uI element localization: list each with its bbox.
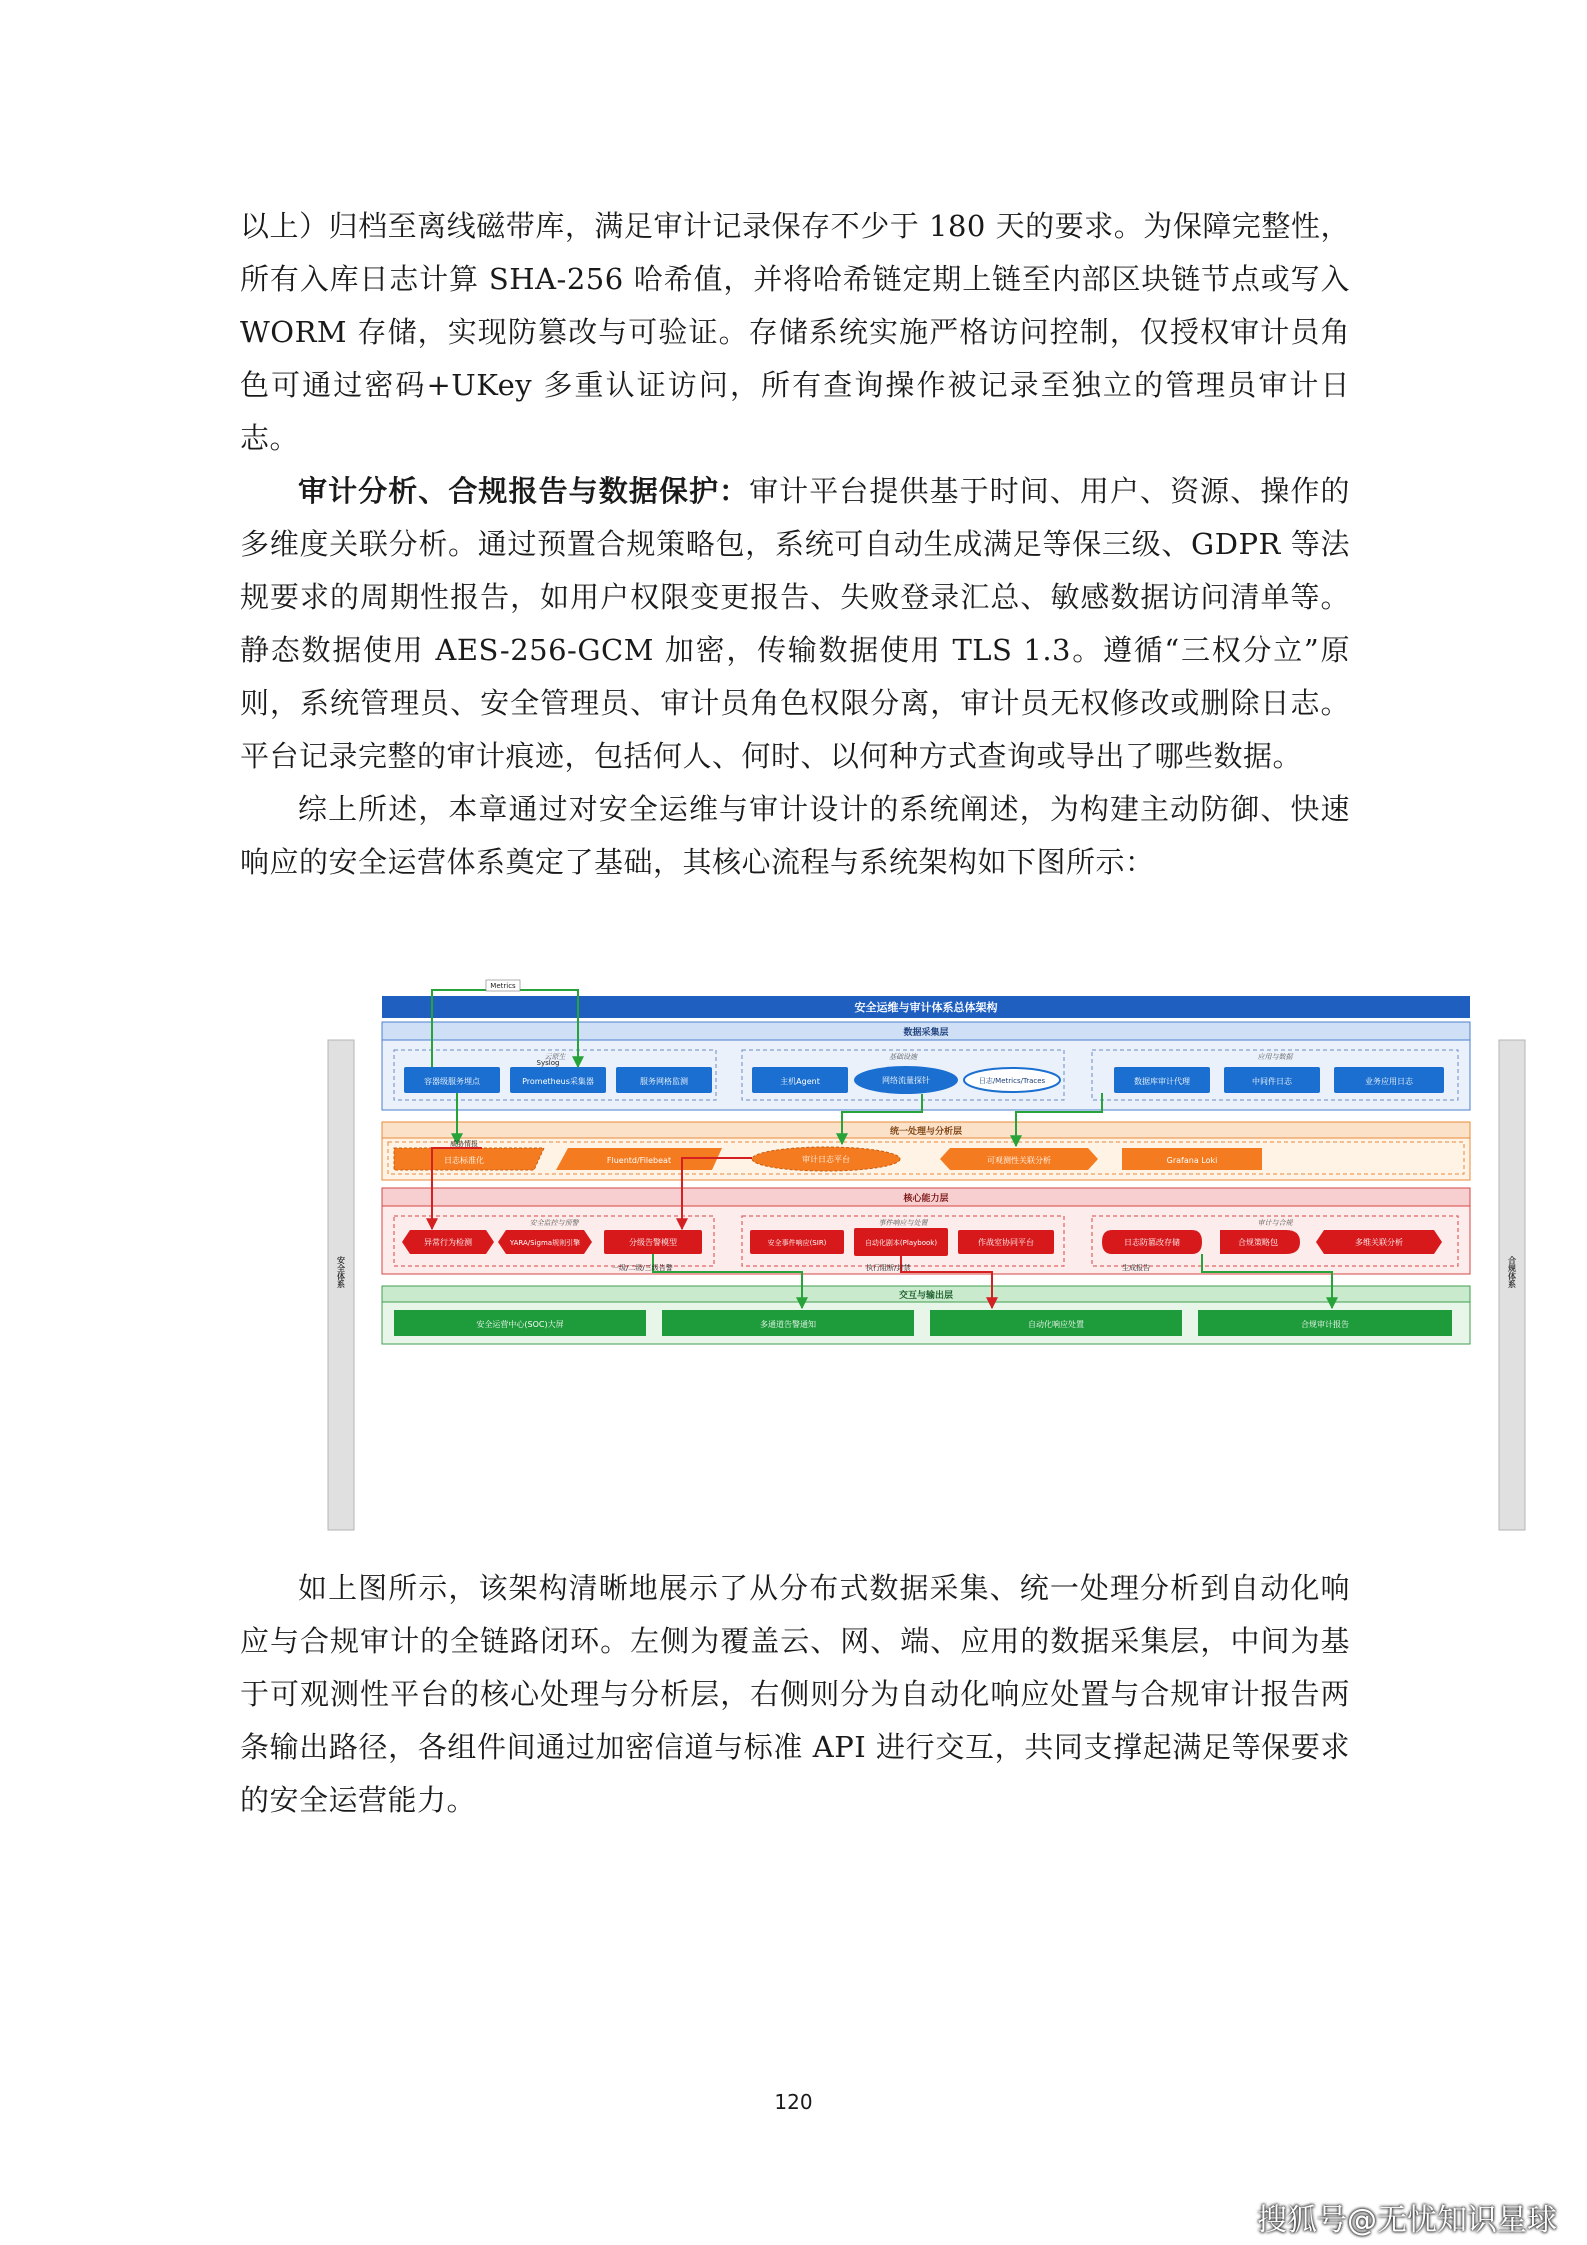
group-label-monitoring: 安全监控与预警 <box>529 1219 579 1227</box>
core-layer-title: 核心能力层 <box>903 1194 949 1204</box>
node-middleware-log-label: 中间件日志 <box>1252 1077 1292 1086</box>
node-incident-response-label: 安全事件响应(SIR) <box>767 1239 827 1247</box>
paragraph-summary: 综上所述，本章通过对安全运维与审计设计的系统阐述，为构建主动防御、快速响应的安全运营体系奠定了基础，其核心流程与系统架构如下图所示： <box>240 792 1350 879</box>
node-playbook-label: 自动化剧本(Playbook) <box>864 1239 938 1247</box>
node-service-mesh-label: 服务网格监测 <box>640 1077 688 1086</box>
node-container-tracing-label: 容器级服务埋点 <box>424 1077 480 1086</box>
group-label-compliance: 审计与合规 <box>1257 1219 1293 1227</box>
generate-report-label: 生成报告 <box>1122 1264 1150 1272</box>
node-auto-response-label: 自动化响应处置 <box>1028 1320 1084 1329</box>
node-observability-analysis-label: 可观测性关联分析 <box>987 1156 1051 1165</box>
collection-layer-title: 数据采集层 <box>903 1028 949 1038</box>
node-anomaly-detection-label: 异常行为检测 <box>424 1238 472 1247</box>
node-business-log-label: 业务应用日志 <box>1365 1077 1413 1086</box>
node-compliance-pack-label: 合规策略包 <box>1238 1238 1278 1247</box>
group-label-cloud: 云原生 <box>544 1053 566 1061</box>
node-traffic-probe-label: 网络流量探针 <box>882 1076 930 1085</box>
architecture-diagram <box>322 972 1532 1544</box>
body-text-upper <box>240 200 1350 889</box>
node-correlation-analysis-label: 多维关联分析 <box>1355 1238 1403 1247</box>
node-tamperproof-storage-label: 日志防篡改存储 <box>1124 1238 1180 1247</box>
threat-intel-label: 威胁情报 <box>450 1140 478 1148</box>
node-log-normalize-label: 日志标准化 <box>444 1156 484 1165</box>
diagram-title: 安全运维与审计体系总体架构 <box>854 1001 998 1014</box>
paragraph-audit-analysis <box>240 465 1350 783</box>
syslog-label: Syslog <box>536 1059 560 1067</box>
paragraph-figure-explanation: 如上图所示，该架构清晰地展示了从分布式数据采集、统一处理分析到自动化响应与合规审计的全链路闭环。左侧为覆盖云、网、端、应用的数据采集层，中间为基于可观测性平台的核心处理与分析层，右侧则分为自动化响应处置与合规审计报告两条输出路径，各组件间通过加密信道与标准 API 进行交互，共同支撑起满足等保要求的安全运营能力。 <box>240 1571 1350 1817</box>
metrics-label: Metrics <box>490 982 516 990</box>
group-label-app: 应用与数据 <box>1257 1053 1293 1061</box>
output-layer-title: 交互与输出层 <box>898 1291 954 1301</box>
node-prometheus-label: Prometheus采集器 <box>522 1077 594 1086</box>
group-label-response: 事件响应与处置 <box>878 1219 928 1227</box>
source-watermark: 搜狐号@无忧知识星球 <box>1257 2203 1557 2238</box>
processing-layer-title: 统一处理与分析层 <box>889 1127 963 1137</box>
group-label-infra: 基础设施 <box>889 1053 917 1061</box>
page-number: 120 <box>774 2090 813 2114</box>
execute-block-label: 执行阻断/封禁 <box>866 1264 911 1272</box>
node-rule-engine-label: YARA/Sigma规则引擎 <box>509 1239 581 1247</box>
node-log-metrics-traces-label: 日志/Metrics/Traces <box>978 1077 1046 1085</box>
node-fluentd-label: Fluentd/Filebeat <box>606 1156 672 1165</box>
paragraph-archive-integrity: 以上）归档至离线磁带库，满足审计记录保存不少于 180 天的要求。为保障完整性，所有入库日志计算 SHA-256 哈希值，并将哈希链定期上链至内部区块链节点或写入 WORM 存储，实现防篡改与可验证。存储系统实施严格访问控制，仅授权审计员角色可通过密码+UKey 多重认证访问，所有查询操作被记录至独立的管理员审计日志。 <box>240 209 1350 455</box>
node-war-room-label: 作战室协同平台 <box>978 1238 1034 1247</box>
paragraph-audit-analysis-body: 审计平台提供基于时间、用户、资源、操作的多维度关联分析。通过预置合规策略包，系统可自动生成满足等保三级、GDPR 等法规要求的周期性报告，如用户权限变更报告、失败登录汇总、敏感数据访问清单等。静态数据使用 AES-256-GCM 加密，传输数据使用 TLS 1.3。遵循“三权分立”原则，系统管理员、安全管理员、审计员角色权限分离，审计员无权修改或删除日志。平台记录完整的审计痕迹，包括何人、何时、以何种方式查询或导出了哪些数据。 <box>240 474 1350 773</box>
alert-levels-label: 一级/二级/三级告警 <box>612 1264 673 1272</box>
node-soc-screen-label: 安全运营中心(SOC)大屏 <box>476 1320 564 1329</box>
body-text-lower <box>240 1562 1350 1827</box>
node-grafana-loki-label: Grafana Loki <box>1166 1156 1218 1165</box>
node-host-agent-label: 主机Agent <box>780 1077 820 1086</box>
node-audit-log-platform-label: 审计日志平台 <box>802 1155 850 1164</box>
paragraph-lead-heading: 审计分析、合规报告与数据保护： <box>298 474 750 508</box>
node-tiered-alert-label: 分级告警模型 <box>629 1238 677 1247</box>
left-pillar-label: 安全体系 <box>336 1256 346 1288</box>
right-pillar-label: 合规体系 <box>1507 1256 1517 1288</box>
node-compliance-report-label: 合规审计报告 <box>1301 1320 1349 1329</box>
node-alert-notification-label: 多通道告警通知 <box>760 1320 816 1329</box>
node-db-audit-label: 数据库审计代理 <box>1134 1077 1190 1086</box>
